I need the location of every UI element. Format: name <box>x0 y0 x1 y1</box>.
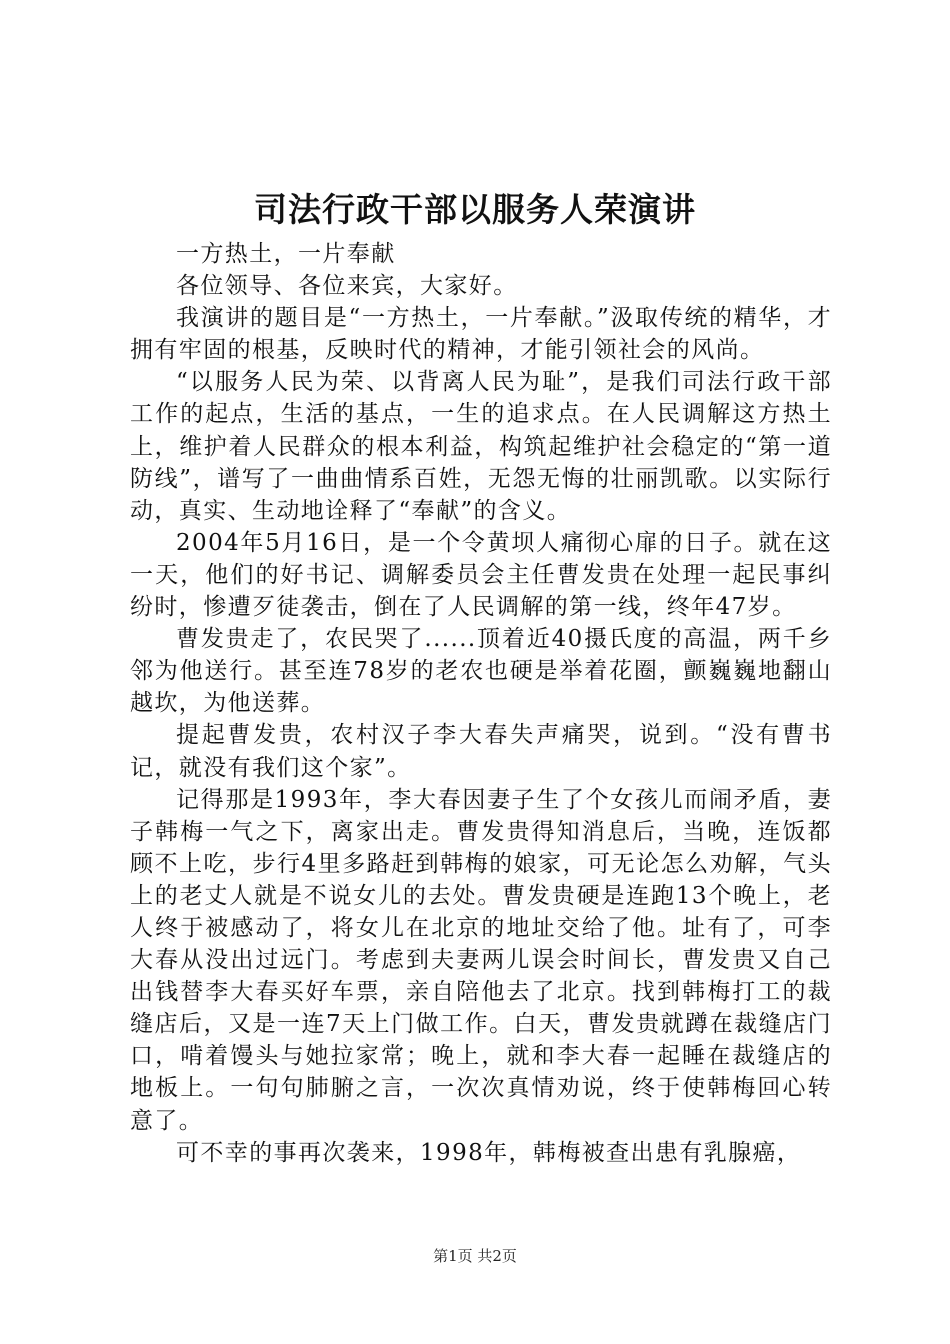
paragraph: 我演讲的题目是“一方热土，一片奉献。”汲取传统的精华，才拥有牢固的根基，反映时代的精神，才能引领社会的风尚。 <box>130 305 832 364</box>
paragraph: 提起曹发贵，农村汉子李大春失声痛哭，说到。“没有曹书记，就没有我们这个家”。 <box>130 722 832 781</box>
paragraph: 曹发贵走了，农民哭了......顶着近40摄氏度的高温，两千乡邻为他送行。甚至连78岁的老农也硬是举着花圈，颤巍巍地翻山越坎，为他送葬。 <box>130 626 832 717</box>
paragraph: 2004年5月16日，是一个令黄坝人痛彻心扉的日子。就在这一天，他们的好书记、调解委员会主任曹发贵在处理一起民事纠纷时，惨遭歹徒袭击，倒在了人民调解的第一线，终年47岁。 <box>130 529 832 621</box>
document-body <box>130 238 832 1169</box>
paragraph: “以服务人民为荣、以背离人民为耻”，是我们司法行政干部工作的起点，生活的基点，一生的追求点。在人民调解这方热土上，维护着人民群众的根本利益，构筑起维护社会稳定的“第一道防线”，谱写了一曲曲情系百姓，无怨无悔的壮丽凯歌。以实际行动，真实、生动地诠释了“奉献”的含义。 <box>130 369 832 524</box>
paragraph: 记得那是1993年，李大春因妻子生了个女孩儿而闹矛盾，妻子韩梅一气之下，离家出走。曹发贵得知消息后，当晚，连饭都顾不上吃，步行4里多路赶到韩梅的娘家，可无论怎么劝解，气头上的老丈人就是不说女儿的去处。曹发贵硬是连跑13个晚上，老人终于被感动了，将女儿在北京的地址交给了他。址有了，可李大春从没出过远门。考虑到夫妻两儿误会时间长，曹发贵又自己出钱替李大春买好车票，亲自陪他去了北京。找到韩梅打工的裁缝店后，又是一连7天上门做工作。白天，曹发贵就蹲在裁缝店门口，啃着馒头与她拉家常；晚上，就和李大春一起睡在裁缝店的地板上。一句句肺腑之言，一次次真情劝说，终于使韩梅回心转意了。 <box>130 786 832 1134</box>
document-title: 司法行政干部以服务人荣演讲 <box>254 190 696 229</box>
paragraph: 可不幸的事再次袭来，1998年，韩梅被查出患有乳腺癌， <box>176 1139 802 1166</box>
page-number-footer: 第1页 共2页 <box>433 1247 517 1265</box>
paragraph: 各位领导、各位来宾，大家好。 <box>176 273 518 300</box>
paragraph: 一方热土，一片奉献 <box>176 241 396 267</box>
